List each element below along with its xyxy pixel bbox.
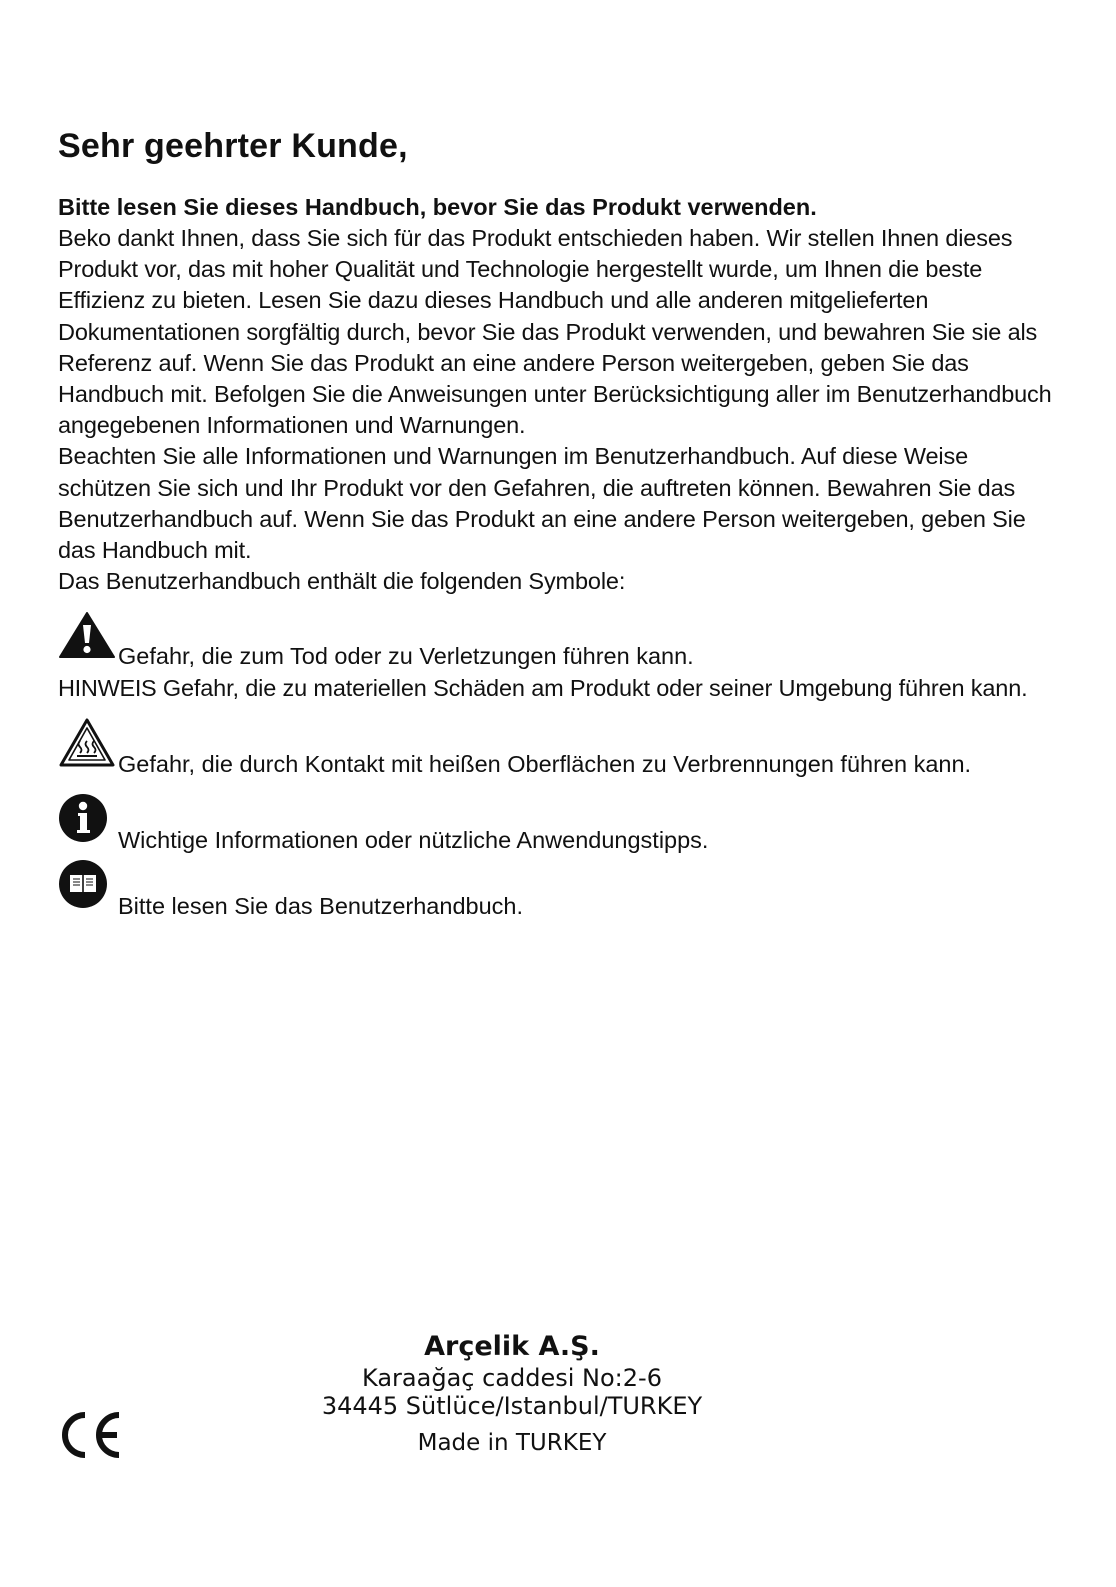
book-icon	[58, 859, 110, 919]
address-line-1: Karaağaç caddesi No:2-6	[362, 1364, 662, 1392]
lead-instruction: Bitte lesen Sie dieses Handbuch, bevor Sie das Produkt verwenden.	[58, 194, 817, 220]
manufacturer-address	[300, 1330, 724, 1458]
hot-surface-icon	[58, 717, 116, 777]
greeting-heading: Sehr geehrter Kunde,	[58, 127, 408, 165]
intro-section	[58, 122, 1058, 919]
symbol-manual	[58, 857, 1058, 919]
manual-text: Bitte lesen Sie das Benutzerhandbuch.	[118, 892, 523, 919]
warning-paragraph: Beachten Sie alle Informationen und Warnungen im Benutzerhandbuch. Auf diese Weise schützen Sie sich und Ihr Produkt vor den Gefahren, die auftreten können. Bewahren Sie das Benutzerhandbuch auf. Wenn Sie das Produkt an eine andere Person weitergeben, geben Sie das Handbuch mit.	[58, 443, 1026, 564]
symbol-hot-surface	[58, 717, 1058, 779]
hot-surface-text: Gefahr, die durch Kontakt mit heißen Oberflächen zu Verbrennungen führen kann.	[118, 750, 972, 777]
symbols-intro: Das Benutzerhandbuch enthält die folgenden Symbole:	[58, 568, 626, 595]
made-in-label: Made in TURKEY	[417, 1430, 607, 1456]
ce-mark-icon	[56, 1410, 124, 1465]
info-icon	[58, 793, 110, 853]
intro-paragraph: Beko dankt Ihnen, dass Sie sich für das Produkt entschieden haben. Wir stellen Ihnen dieses Produkt vor, das mit hoher Qualität und Technologie hergestellt wurde, um Ihnen die beste Effizienz zu bieten. Lesen Sie dazu dieses Handbuch und alle anderen mitgelieferten Dokumentationen sorgfältig durch, bevor Sie das Produkt verwenden, und bewahren Sie sie als Referenz auf. Wenn Sie das Produkt an eine andere Person weitergeben, geben Sie das Handbuch mit. Befolgen Sie die Anweisungen unter Berücksichtigung aller im Benutzerhandbuch angegebenen Informationen und Warnungen.	[58, 225, 1052, 439]
hinweis-label: HINWEIS	[58, 675, 157, 702]
symbol-info	[58, 791, 1058, 853]
symbol-danger	[58, 611, 1058, 673]
hinweis-text: Gefahr, die zu materiellen Schäden am Produkt oder seiner Umgebung führen kann.	[162, 675, 1028, 702]
symbol-hinweis	[58, 673, 1058, 704]
company-name: Arçelik A.Ş.	[424, 1331, 600, 1362]
danger-text: Gefahr, die zum Tod oder zu Verletzungen führen kann.	[118, 643, 694, 670]
warning-triangle-icon	[58, 611, 116, 667]
info-text: Wichtige Informationen oder nützliche Anwendungstipps.	[118, 826, 709, 853]
address-line-2: 34445 Sütlüce/Istanbul/TURKEY	[321, 1392, 703, 1420]
